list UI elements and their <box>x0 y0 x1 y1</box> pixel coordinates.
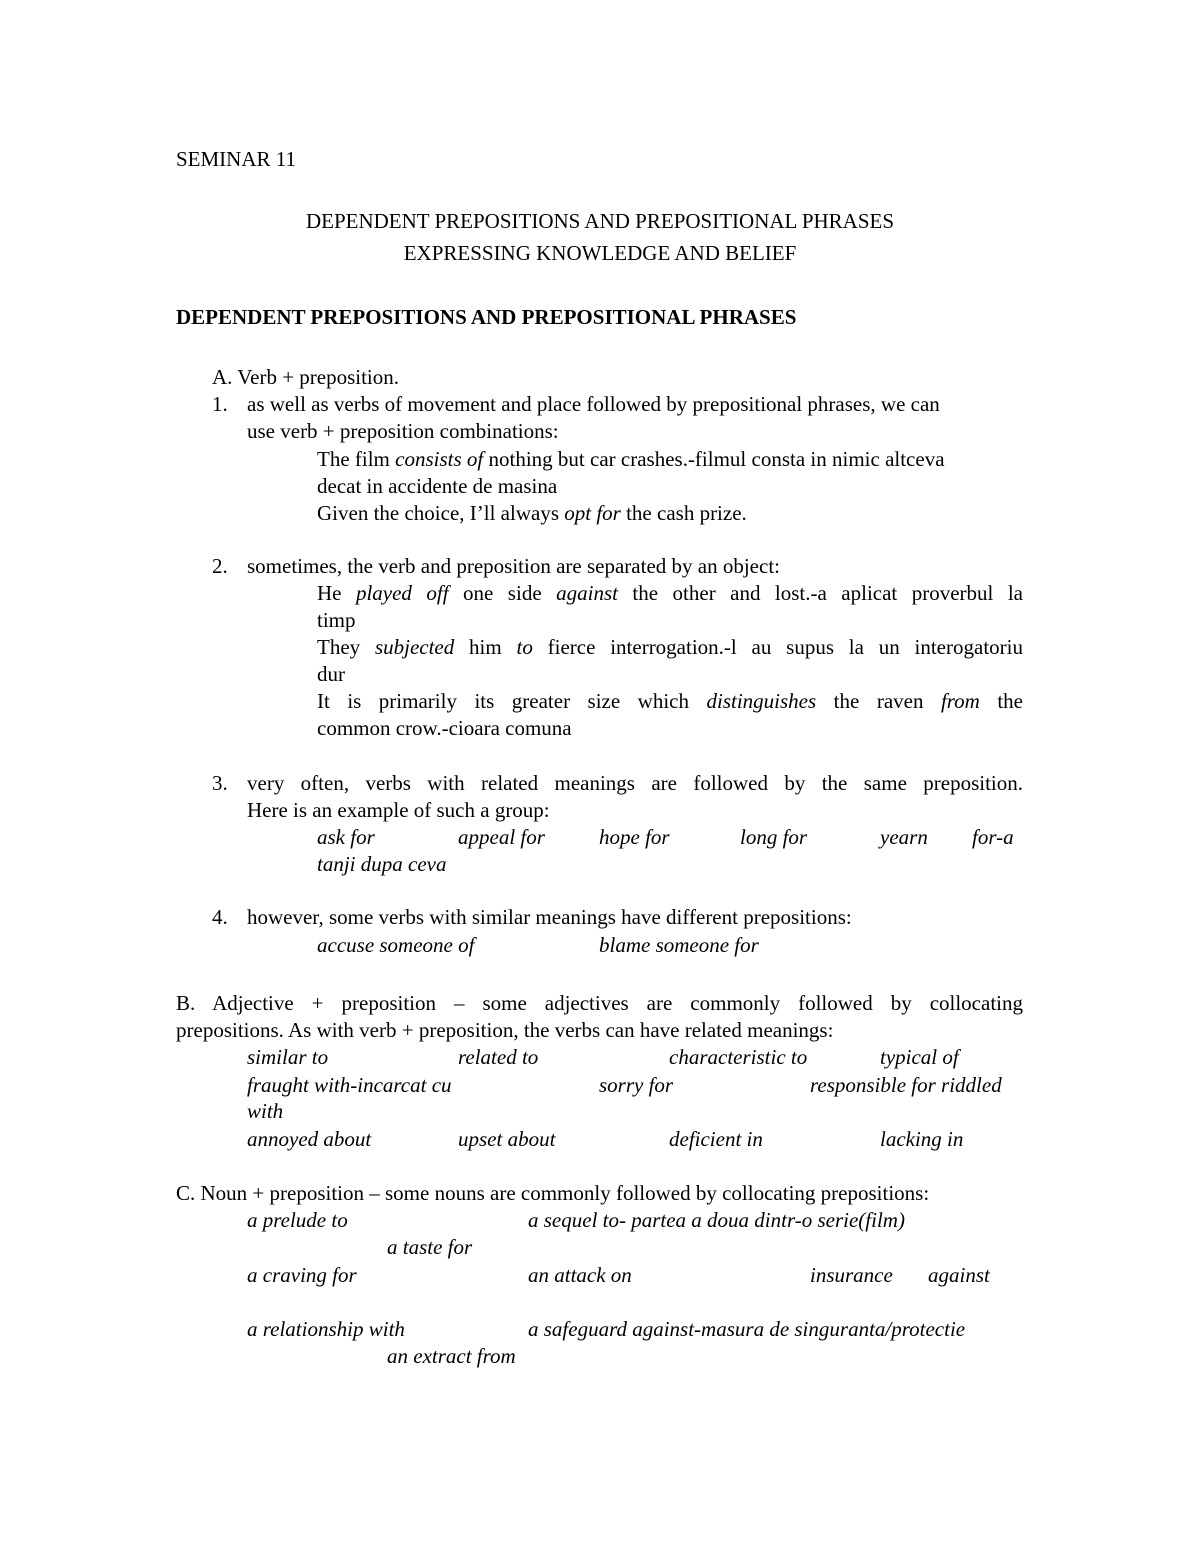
item-4-text: however, some verbs with similar meanings have different prepositions: <box>247 905 852 929</box>
adj-related-to <box>458 1044 538 1071</box>
word-blame-someone-for <box>599 932 759 959</box>
example-preposition: against <box>556 581 618 605</box>
word-for-a <box>972 824 1014 851</box>
word-appeal-for <box>458 824 545 851</box>
item-2-text: sometimes, the verb and preposition are separated by an object: <box>247 554 780 578</box>
collocation: similar to <box>247 1045 329 1069</box>
collocation: characteristic to <box>669 1045 808 1069</box>
noun-a-taste-for <box>387 1234 472 1261</box>
word-accuse-someone-of <box>317 932 474 959</box>
collocation: lacking in <box>880 1127 964 1151</box>
document-title-line-2: EXPRESSING KNOWLEDGE AND BELIEF <box>403 241 797 265</box>
collocation: responsible for riddled <box>810 1073 1002 1097</box>
item-2-example-2-cont: dur <box>317 662 345 686</box>
example-text: He <box>317 581 356 605</box>
example-verb: consists of <box>395 447 484 471</box>
collocation: ask for <box>317 825 375 849</box>
item-3-text: very often, verbs with related meanings are followed by the same preposition. <box>247 771 1023 795</box>
example-preposition: from <box>940 689 980 713</box>
example-text: It is primarily its greater size which <box>317 689 707 713</box>
item-1-text: as well as verbs of movement and place followed by prepositional phrases, we can <box>247 392 940 416</box>
noun-an-extract-from <box>387 1343 516 1370</box>
adj-row-2-cont <box>247 1098 283 1125</box>
noun-a-relationship-with <box>247 1316 405 1343</box>
item-3-text-cont: Here is an example of such a group: <box>247 798 550 822</box>
collocation-translation: tanji dupa ceva <box>317 852 447 876</box>
adj-similar-to <box>247 1044 328 1071</box>
collocation: against <box>928 1263 990 1287</box>
item-2-example-1-cont: timp <box>317 608 356 632</box>
part-a-heading: A. Verb + preposition. <box>212 365 400 389</box>
collocation: a craving for <box>247 1263 357 1287</box>
word-long-for <box>740 824 807 851</box>
collocation: accuse someone of <box>317 933 475 957</box>
item-1-example-1-cont: decat in accidente de masina <box>317 474 558 498</box>
example-verb: opt for <box>564 501 621 525</box>
collocation: long for <box>740 825 808 849</box>
example-text: Given the choice, I’ll always <box>317 501 565 525</box>
example-text: The film <box>317 447 396 471</box>
example-text: the cash prize. <box>620 501 747 525</box>
noun-against <box>928 1262 990 1289</box>
word-hope-for <box>599 824 670 851</box>
collocation: a relationship with <box>247 1317 405 1341</box>
item-2-example-2 <box>317 634 1023 661</box>
noun-a-craving-for <box>247 1262 357 1289</box>
adj-lacking-in <box>880 1126 963 1153</box>
collocation: a prelude to <box>247 1208 348 1232</box>
collocation: related to <box>458 1045 539 1069</box>
adj-responsible-for-riddled <box>810 1072 1002 1099</box>
collocation: insurance <box>810 1263 893 1287</box>
adj-sorry-for <box>599 1072 673 1099</box>
adj-characteristic-to <box>669 1044 807 1071</box>
adj-annoyed-about <box>247 1126 371 1153</box>
collocation: a taste for <box>387 1235 473 1259</box>
noun-insurance <box>810 1262 893 1289</box>
item-1-example-1 <box>317 446 945 473</box>
section-heading: DEPENDENT PREPOSITIONS AND PREPOSITIONAL PHRASES <box>176 305 797 329</box>
collocation: with <box>247 1099 284 1123</box>
part-c-intro: C. Noun + preposition – some nouns are commonly followed by collocating prepositions: <box>176 1181 930 1205</box>
collocation: upset about <box>458 1127 556 1151</box>
part-b-intro-cont: prepositions. As with verb + preposition, the verbs can have related meanings: <box>176 1018 834 1042</box>
adj-upset-about <box>458 1126 555 1153</box>
item-1-number: 1. <box>212 392 228 416</box>
collocation: blame someone for <box>599 933 759 957</box>
seminar-label: SEMINAR 11 <box>176 147 296 171</box>
item-2-example-3 <box>317 688 1023 715</box>
example-verb: distinguishes <box>706 689 817 713</box>
adj-typical-of <box>880 1044 959 1071</box>
collocation: sorry for <box>599 1073 674 1097</box>
collocation: an extract from <box>387 1344 516 1368</box>
example-text: the raven <box>816 689 941 713</box>
collocation: typical of <box>880 1045 959 1069</box>
item-3-number: 3. <box>212 771 228 795</box>
collocation: a sequel to- partea a doua dintr-o serie(film) <box>528 1208 905 1232</box>
example-verb: played off <box>355 581 449 605</box>
example-verb: subjected <box>374 635 455 659</box>
noun-an-attack-on <box>528 1262 632 1289</box>
collocation: annoyed about <box>247 1127 372 1151</box>
example-text: him <box>454 635 517 659</box>
collocation: fraught with-incarcat cu <box>247 1073 452 1097</box>
adj-deficient-in <box>669 1126 763 1153</box>
word-yearn <box>880 824 928 851</box>
item-4-number: 4. <box>212 905 228 929</box>
collocation: deficient in <box>669 1127 763 1151</box>
example-preposition: to <box>516 635 533 659</box>
item-1-example-2 <box>317 500 747 527</box>
example-text: the other and lost.-a aplicat proverbul la <box>617 581 1023 605</box>
noun-a-safeguard-against <box>528 1316 965 1343</box>
noun-a-prelude-to <box>247 1207 348 1234</box>
item-2-example-3-cont: common crow.-cioara comuna <box>317 716 572 740</box>
item-2-example-1 <box>317 580 1023 607</box>
word-ask-for <box>317 824 375 851</box>
example-text: the <box>979 689 1024 713</box>
example-text: one side <box>448 581 557 605</box>
example-text: fierce interrogation.-l au supus la un interogatoriu <box>532 635 1023 659</box>
example-text: nothing but car crashes.-filmul consta in nimic altceva <box>483 447 945 471</box>
noun-a-sequel-to <box>528 1207 905 1234</box>
collocation: a safeguard against-masura de singuranta/protectie <box>528 1317 966 1341</box>
example-text: They <box>317 635 375 659</box>
collocation: hope for <box>599 825 670 849</box>
document-title-line-1: DEPENDENT PREPOSITIONS AND PREPOSITIONAL PHRASES <box>305 209 895 233</box>
part-b-intro: B. Adjective + preposition – some adjectives are commonly followed by collocating <box>176 991 1023 1015</box>
collocation: for-a <box>972 825 1014 849</box>
collocation: an attack on <box>528 1263 632 1287</box>
word-list-cont <box>317 851 446 878</box>
item-1-text-cont: use verb + preposition combinations: <box>247 419 559 443</box>
collocation: yearn <box>880 825 928 849</box>
collocation: appeal for <box>458 825 545 849</box>
item-2-number: 2. <box>212 554 228 578</box>
adj-fraught-with <box>247 1072 452 1099</box>
